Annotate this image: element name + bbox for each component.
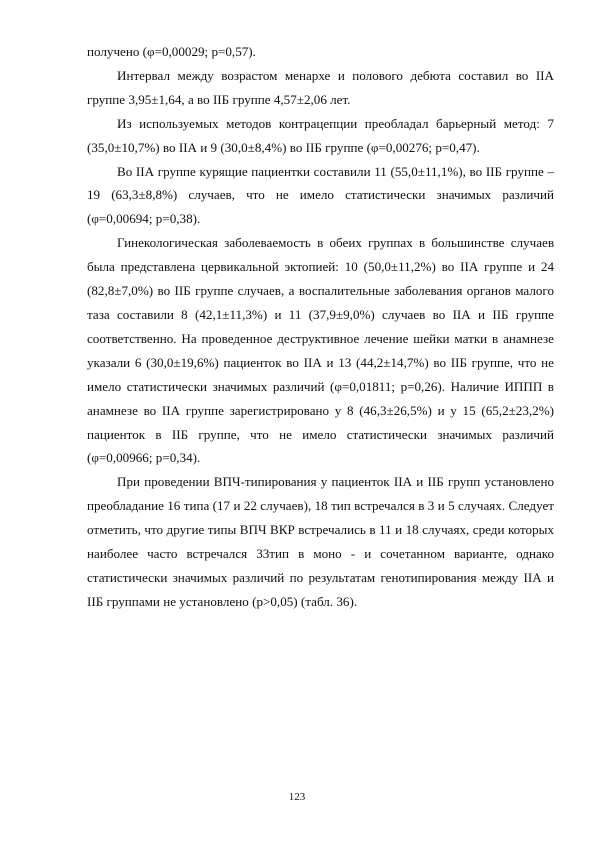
page-body [87, 40, 554, 614]
paragraph-menarche-interval: Интервал между возрастом менархе и полового дебюта составил во IIА группе 3,95±1,64, а во IIБ группе 4,57±2,06 лет. [87, 67, 554, 107]
paragraph-smoking: Во IIА группе курящие пациентки составили 11 (55,0±11,1%), во IIБ группе – 19 (63,3±8,8%) случаев, что не имело статистически значимых различий (φ=0,00694; p=0,38). [87, 163, 554, 227]
paragraph-contraception: Из используемых методов контрацепции преобладал барьерный метод: 7 (35,0±10,7%) во IIА и 9 (30,0±8,4%) во IIБ группе (φ=0,00276; p=0,47). [87, 115, 554, 155]
page-number: 123 [288, 791, 306, 803]
paragraph-gynecological-morbidity: Гинекологическая заболеваемость в обеих группах в большинстве случаев была представлена цервикальной эктопией: 10 (50,0±11,2%) во IIА группе и 24 (82,8±7,0%) во IIБ группе случаев, а воспалительные заболевания органов малого таза составили 8 (42,1±11,3%) и 11 (37,9±9,0%) случаев во IIА и IIБ группе соответственно. На проведенное деструктивное лечение шейки матки в анамнезе указали 6 (30,0±19,6%) пациенток во IIА и 13 (44,2±14,7%) во IIБ группе, что не имело статистически значимых различий (φ=0,01811; p=0,26). Наличие ИППП в анамнезе во IIА группе зарегистрировано у 8 (46,3±26,5%) и у 15 (65,2±23,2%) пациенток в IIБ группе, что не имело статистически значимых различий (φ=0,00966; p=0,34). [87, 235, 554, 466]
paragraph-hpv-typing: При проведении ВПЧ-типирования у пациенток IIА и IIБ групп установлено преобладание 16 типа (17 и 22 случаев), 18 тип встречался в 3 и 5 случаях. Следует отметить, что другие типы ВПЧ ВКР встречались в 11 и 18 случаях, среди которых наиболее часто встречался 33тип в моно - и сочетанном варианте, однако статистически значимых различий по результатам генотипирования между IIА и IIБ группами не установлено (p>0,05) (табл. 36). [87, 474, 554, 609]
paragraph-continuation: получено (φ=0,00029; p=0,57). [87, 44, 256, 59]
